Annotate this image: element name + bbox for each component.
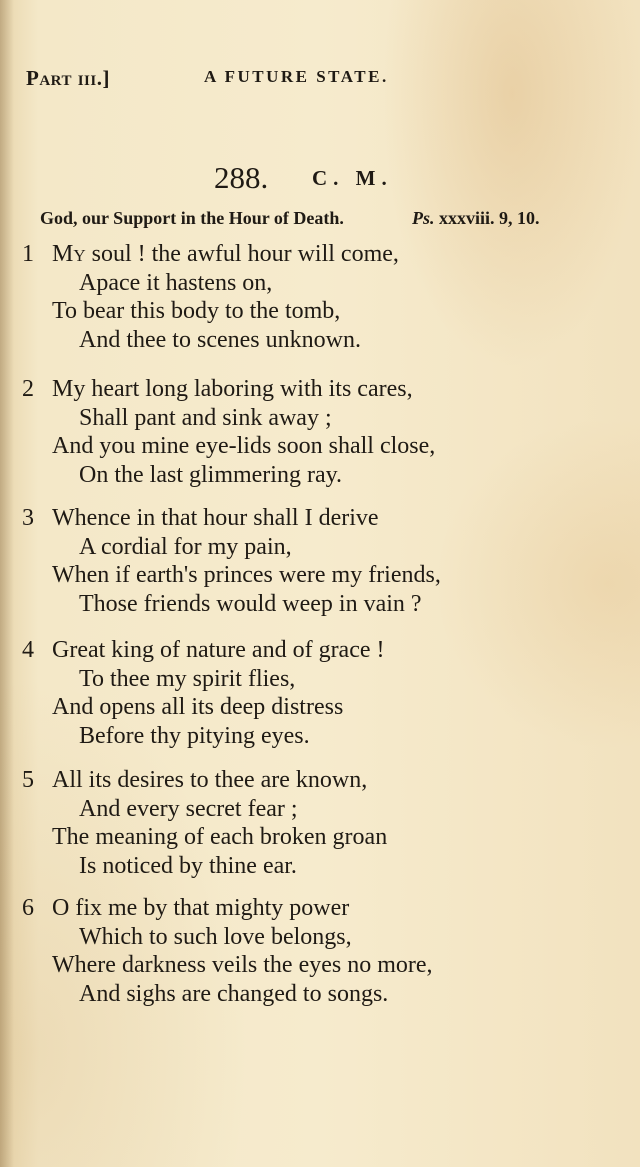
section-title: A FUTURE STATE. — [204, 67, 389, 86]
stanza-number: 1 — [22, 241, 34, 267]
hymn-subtitle: God, our Support in the Hour of Death. — [40, 208, 344, 228]
hymn-number: 288. — [214, 160, 269, 195]
stanza-line: Which to such love belongs, — [79, 923, 352, 950]
stanza-line: And opens all its deep distress — [52, 694, 344, 720]
stanza-line: And you mine eye-lids soon shall close, — [52, 433, 436, 459]
stanza-line: When if earth's princes were my friends, — [52, 562, 441, 588]
running-head — [26, 66, 616, 96]
stanza-line: A cordial for my pain, — [79, 533, 292, 560]
stanza-line: And thee to scenes unknown. — [79, 326, 361, 353]
stanza-line: Whence in that hour shall I derive — [52, 505, 379, 531]
stanza-line: O fix me by that mighty power — [52, 895, 350, 921]
stanza-line: Shall pant and sink away ; — [79, 404, 332, 431]
line-text: soul ! the awful hour will come, — [85, 241, 399, 267]
stanza-line: Great king of nature and of grace ! — [52, 637, 385, 663]
stanza-number: 4 — [22, 637, 34, 663]
stanza-line: The meaning of each broken groan — [52, 824, 388, 850]
stanza-line: To thee my spirit flies, — [79, 665, 296, 692]
stanza-line: And sighs are changed to songs. — [79, 980, 389, 1007]
stanza-line: Those friends would weep in vain ? — [79, 590, 422, 617]
stanza-line: My heart long laboring with its cares, — [52, 376, 413, 402]
stanza-line: Where darkness veils the eyes no more, — [52, 952, 433, 978]
hymn-meter: C. M. — [312, 166, 393, 190]
first-word: My — [52, 241, 86, 267]
stanza-line: Before thy pitying eyes. — [79, 722, 310, 749]
stanza-number: 2 — [22, 376, 34, 402]
stanza-line: And every secret fear ; — [79, 795, 298, 822]
reference-text: xxxviii. 9, 10. — [439, 208, 540, 228]
stanza-line: On the last glimmering ray. — [79, 461, 343, 488]
stanza-line: Is noticed by thine ear. — [79, 852, 297, 879]
part-label: Part iii.] — [26, 66, 110, 90]
stanza-number: 3 — [22, 505, 34, 531]
hymn-heading — [0, 160, 640, 200]
stanza-line: Apace it hastens on, — [79, 269, 273, 296]
stanza-line: All its desires to thee are known, — [52, 767, 368, 793]
stanza-line: To bear this body to the tomb, — [52, 298, 341, 324]
hymn-subtitle-row — [40, 208, 620, 234]
stanza-number: 5 — [22, 767, 34, 793]
reference-prefix: Ps. — [412, 208, 435, 228]
stanza-line — [52, 240, 399, 269]
scripture-reference — [412, 208, 540, 229]
stanza-number: 6 — [22, 895, 34, 921]
